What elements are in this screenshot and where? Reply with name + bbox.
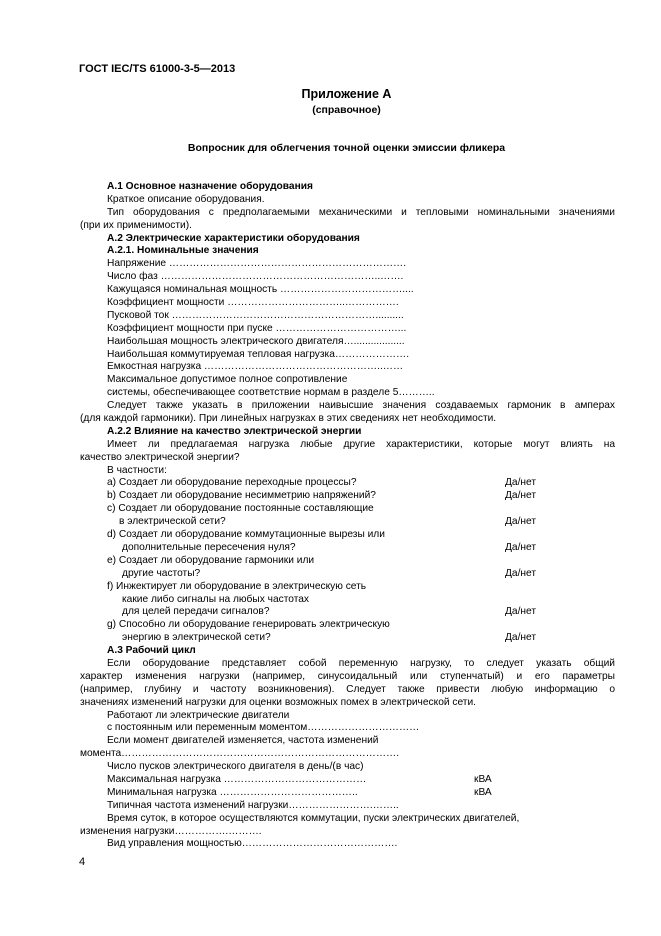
text-line-content: Наибольшая мощность электрического двигателя….................. (107, 335, 405, 347)
text-line-content: Вид управления мощностью………………………………………. (107, 838, 398, 850)
text-line-content: Типичная частота изменений нагрузки…………………….…….. (107, 799, 399, 811)
document-header: ГОСТ IEC/TS 61000-3-5—2013 (79, 63, 236, 75)
text-line (80, 735, 615, 748)
text-line-content: f) Инжектирует ли оборудование в электрическую сеть (107, 580, 367, 592)
text-line (80, 400, 615, 413)
text-line (80, 787, 615, 800)
text-line-content: Пусковой ток …………………………………………………….......... (107, 309, 404, 321)
text-line-content: A.2 Электрические характеристики оборудования (107, 232, 360, 244)
text-line-content: c) Создает ли оборудование постоянные составляющие (107, 503, 374, 515)
text-line-content: дополнительные пересечения нуля? (122, 541, 296, 553)
unit-kva: кВА (474, 786, 492, 798)
answer-yes-no: Да/нет (505, 606, 537, 618)
text-line-content: Если момент двигателей изменяется, частота изменений (107, 735, 379, 747)
text-line-content: Минимальная нагрузка ………………………………….. (107, 786, 358, 798)
text-line-content: d) Создает ли оборудование коммутационные вырезы или (107, 529, 385, 541)
text-line (80, 349, 615, 362)
answer-yes-no: Да/нет (505, 490, 537, 502)
text-line-content: (при их применимости). (80, 219, 192, 231)
text-line (80, 619, 615, 632)
text-line (80, 465, 615, 478)
text-line-content: Имеет ли предлагаемая нагрузка любые другие характеристики, которые могут влиять на (107, 438, 615, 450)
answer-yes-no: Да/нет (505, 567, 537, 579)
text-line (80, 194, 615, 207)
text-line-content: A.2.2 Влияние на качество электрической энергии (107, 425, 362, 437)
text-line (80, 220, 615, 233)
text-line (80, 271, 615, 284)
text-line (80, 594, 615, 607)
text-line (80, 503, 615, 516)
text-line (80, 529, 615, 542)
text-line (80, 710, 615, 723)
answer-yes-no: Да/нет (505, 477, 537, 489)
text-line-content: качество электрической энергии? (80, 451, 240, 463)
text-line-content: Следует также указать в приложении наивысшие значения создаваемых гармоник в амперах (107, 400, 615, 412)
answer-yes-no: Да/нет (505, 516, 537, 528)
text-line-content: с постоянным или переменным моментом…………………………… (107, 722, 420, 734)
text-line-content: Напряжение ……………………………………………………………. (107, 258, 407, 270)
appendix-subtitle: (справочное) (312, 104, 381, 116)
page-number: 4 (79, 856, 86, 868)
text-line (80, 645, 615, 658)
text-line (80, 658, 615, 671)
text-line (80, 245, 615, 258)
text-line (80, 387, 615, 400)
text-line (80, 336, 615, 349)
text-line (80, 477, 615, 490)
text-line (80, 310, 615, 323)
text-line-content: системы, обеспечивающее соответствие нормам в разделе 5……….. (107, 387, 435, 399)
text-line (80, 722, 615, 735)
text-line (80, 426, 615, 439)
answer-yes-no: Да/нет (505, 541, 537, 553)
text-line (80, 774, 615, 787)
text-line-content: Емкостная нагрузка ……………………………………………..…… (107, 361, 404, 373)
text-line (80, 568, 615, 581)
text-line-content: Число фаз ………………………………………………………..……. (107, 271, 404, 283)
text-line (80, 555, 615, 568)
unit-kva: кВА (474, 773, 492, 785)
text-line-content: Время суток, в которое осуществляются коммутации, пуски электрических двигателей, (107, 812, 520, 824)
text-line (80, 258, 615, 271)
text-line-content: g) Способно ли оборудование генерировать электрическую (107, 619, 390, 631)
text-line (80, 826, 615, 839)
text-line-content: значениях изменений нагрузки для оценки возможных помех в электрической сети. (80, 696, 476, 708)
text-line-content: Кажущаяся номинальная мощность ……………………………….... (107, 284, 414, 296)
text-line (80, 542, 615, 555)
text-line (80, 284, 615, 297)
document-body (80, 181, 615, 851)
text-line-content: Коэффициент мощности ……………………………..……………. (107, 297, 399, 309)
text-line (80, 632, 615, 645)
text-line (80, 439, 615, 452)
text-line-content: Максимальное допустимое полное сопротивление (107, 374, 348, 386)
text-line-content: Максимальная нагрузка …………………………………… (107, 773, 367, 785)
text-line-content: в электрической сети? (119, 516, 226, 528)
text-line-content: Краткое описание оборудования. (107, 193, 265, 205)
text-line (80, 761, 615, 774)
text-line (80, 374, 615, 387)
text-line-content: какие либо сигналы на любых частотах (122, 593, 310, 605)
text-line (80, 671, 615, 684)
text-line-content: Работают ли электрические двигатели (107, 709, 290, 721)
text-line-content: Тип оборудования с предполагаемыми механическими и тепловыми номинальными значениями (107, 206, 615, 218)
text-line-content: другие частоты? (122, 567, 201, 579)
questionnaire-title: Вопросник для облегчения точной оценки эмиссии фликера (187, 142, 506, 154)
text-line-content: A.2.1. Номинальные значения (107, 245, 259, 257)
text-line-content: энергию в электрической сети? (122, 632, 271, 644)
text-line-content: (для каждой гармоники). При линейных нагрузках в этих сведениях нет необходимости. (80, 413, 497, 425)
text-line-content: Наибольшая коммутируемая тепловая нагрузка…………………. (107, 348, 410, 360)
text-line-content: характер изменения нагрузки (например, синусоидальный или ступенчатый) и его параметры (80, 670, 615, 682)
text-line-content: e) Создает ли оборудование гармоники или (107, 554, 315, 566)
text-line (80, 452, 615, 465)
answer-yes-no: Да/нет (505, 632, 537, 644)
text-line (80, 800, 615, 813)
text-line (80, 361, 615, 374)
text-line (80, 516, 615, 529)
text-line-content: Коэффициент мощности при пуске ………………………………... (107, 322, 407, 334)
appendix-title: Приложение А (301, 87, 392, 101)
text-line (80, 323, 615, 336)
text-line (80, 813, 615, 826)
text-line (80, 606, 615, 619)
text-line (80, 838, 615, 851)
text-line-content: b) Создает ли оборудование несимметрию напряжений? (107, 490, 376, 502)
text-line-content: Число пусков электрического двигателя в день/(в час) (107, 761, 364, 773)
text-line (80, 581, 615, 594)
text-line-content: A.1 Основное назначение оборудования (107, 181, 313, 192)
text-line (80, 684, 615, 697)
text-line-content: момента………………………………………………………………………. (80, 748, 400, 760)
text-line (80, 181, 615, 194)
text-line (80, 297, 615, 310)
text-line-content: (например, глубину и частоту возникновения). Следует также привести любую информацию о (80, 683, 615, 695)
text-line (80, 748, 615, 761)
text-line (80, 207, 615, 220)
text-line (80, 413, 615, 426)
text-line-content: изменения нагрузки…………….………. (80, 825, 262, 837)
text-line-content: A.3 Рабочий цикл (107, 645, 196, 657)
text-line (80, 233, 615, 246)
text-line-content: Если оборудование представляет собой переменную нагрузку, то следует указать общий (107, 657, 615, 669)
text-line (80, 490, 615, 503)
text-line (80, 697, 615, 710)
text-line-content: a) Создает ли оборудование переходные процессы? (107, 477, 357, 489)
text-line-content: для целей передачи сигналов? (122, 606, 270, 618)
text-line-content: В частности: (107, 464, 167, 476)
